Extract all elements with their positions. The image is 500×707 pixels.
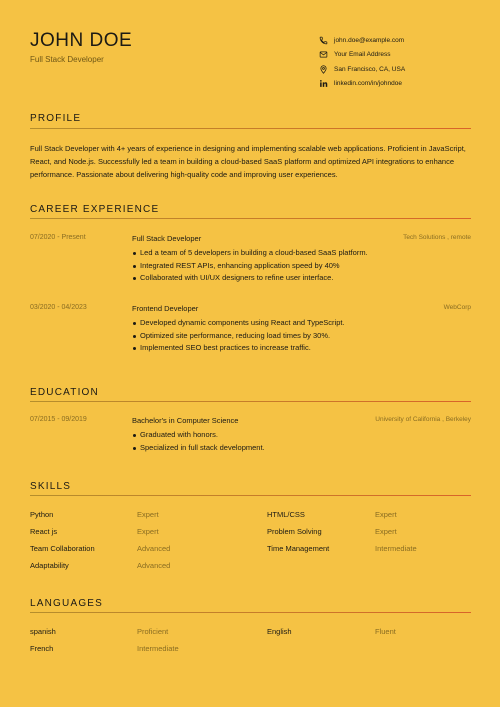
phone-icon <box>318 35 328 45</box>
skill-level: Advanced <box>137 561 171 570</box>
profile-divider <box>30 128 471 129</box>
list-item: Collaborated with UI/UX designers to refine user interface. <box>132 272 368 285</box>
contact-list <box>318 33 478 91</box>
contact-linkedin-text: linkedin.com/in/johndoe <box>334 80 402 88</box>
list-item: Optimized site performance, reducing load times by 30%. <box>132 330 345 343</box>
contact-linkedin[interactable] <box>318 77 478 92</box>
profile-heading: PROFILE <box>30 113 82 124</box>
skill-name: Python <box>30 510 54 519</box>
mail-icon <box>318 50 328 60</box>
skills-section <box>30 481 471 493</box>
experience-bullets <box>132 247 368 285</box>
experience-date: 03/2020 - 04/2023 <box>30 304 87 311</box>
language-row <box>30 644 471 656</box>
skills-heading: SKILLS <box>30 481 72 492</box>
skill-name: Problem Solving <box>267 527 322 536</box>
location-icon <box>318 64 328 74</box>
skill-name: Adaptability <box>30 561 69 570</box>
education-section <box>30 387 471 399</box>
languages-section <box>30 598 471 610</box>
languages-heading: LANGUAGES <box>30 598 104 609</box>
education-heading: EDUCATION <box>30 387 99 398</box>
contact-location <box>318 62 478 77</box>
education-bullets <box>132 429 265 454</box>
experience-date: 07/2020 - Present <box>30 234 86 241</box>
experience-org: Tech Solutions , remote <box>403 234 471 241</box>
language-name: English <box>267 627 292 636</box>
profile-summary: Full Stack Developer with 4+ years of experience in designing and implementing scalable web applications. Proficient in JavaScript, React, and Node.js. Successfully led a team in building a cloud-based SaaS platform and optimized API integrations to enhance performance. Passionate about delivering high-quality code and improving user experiences. <box>30 144 466 179</box>
experience-bullets <box>132 317 345 355</box>
skill-level: Intermediate <box>375 544 417 553</box>
skill-level: Expert <box>375 510 397 519</box>
skill-name: React js <box>30 527 58 536</box>
contact-phone[interactable] <box>318 33 478 48</box>
education-divider <box>30 401 471 402</box>
education-degree: Bachelor's in Computer Science <box>132 416 239 425</box>
skill-level: Expert <box>137 527 159 536</box>
contact-phone-text: john.doe@example.com <box>334 36 405 44</box>
language-name: spanish <box>30 627 56 636</box>
skill-row <box>30 544 471 556</box>
experience-title: Frontend Developer <box>132 304 199 313</box>
language-level: Intermediate <box>137 644 179 653</box>
list-item: Implemented SEO best practices to increase traffic. <box>132 342 345 355</box>
list-item: Developed dynamic components using React and TypeScript. <box>132 317 345 330</box>
experience-section <box>30 204 471 216</box>
contact-location-text: San Francisco, CA, USA <box>334 65 406 73</box>
list-item: Led a team of 5 developers in building a cloud-based SaaS platform. <box>132 247 368 260</box>
linkedin-icon <box>318 79 328 89</box>
candidate-name: JOHN DOE <box>30 30 133 51</box>
candidate-role: Full Stack Developer <box>30 55 104 64</box>
experience-title: Full Stack Developer <box>132 234 202 243</box>
education-date: 07/2015 - 09/2019 <box>30 416 87 423</box>
profile-section <box>30 113 471 125</box>
resume-page <box>30 0 471 707</box>
contact-email[interactable] <box>318 48 478 63</box>
contact-email-text: Your Email Address <box>334 51 391 59</box>
skill-level: Expert <box>137 510 159 519</box>
skill-row <box>30 561 471 573</box>
skill-row <box>30 527 471 539</box>
languages-divider <box>30 612 471 613</box>
skill-name: Time Management <box>267 544 330 553</box>
skill-name: HTML/CSS <box>267 510 305 519</box>
experience-heading: CAREER EXPERIENCE <box>30 204 160 215</box>
skills-divider <box>30 495 471 496</box>
skill-level: Advanced <box>137 544 171 553</box>
education-school: University of California , Berkeley <box>375 416 471 423</box>
language-name: French <box>30 644 54 653</box>
experience-divider <box>30 218 471 219</box>
list-item: Integrated REST APIs, enhancing application speed by 40% <box>132 260 368 273</box>
skill-level: Expert <box>375 527 397 536</box>
list-item: Specialized in full stack development. <box>132 442 265 455</box>
experience-org: WebCorp <box>443 304 471 311</box>
skill-name: Team Collaboration <box>30 544 95 553</box>
language-level: Fluent <box>375 627 396 636</box>
skill-row <box>30 510 471 522</box>
language-level: Proficient <box>137 627 169 636</box>
list-item: Graduated with honors. <box>132 429 265 442</box>
language-row <box>30 627 471 639</box>
